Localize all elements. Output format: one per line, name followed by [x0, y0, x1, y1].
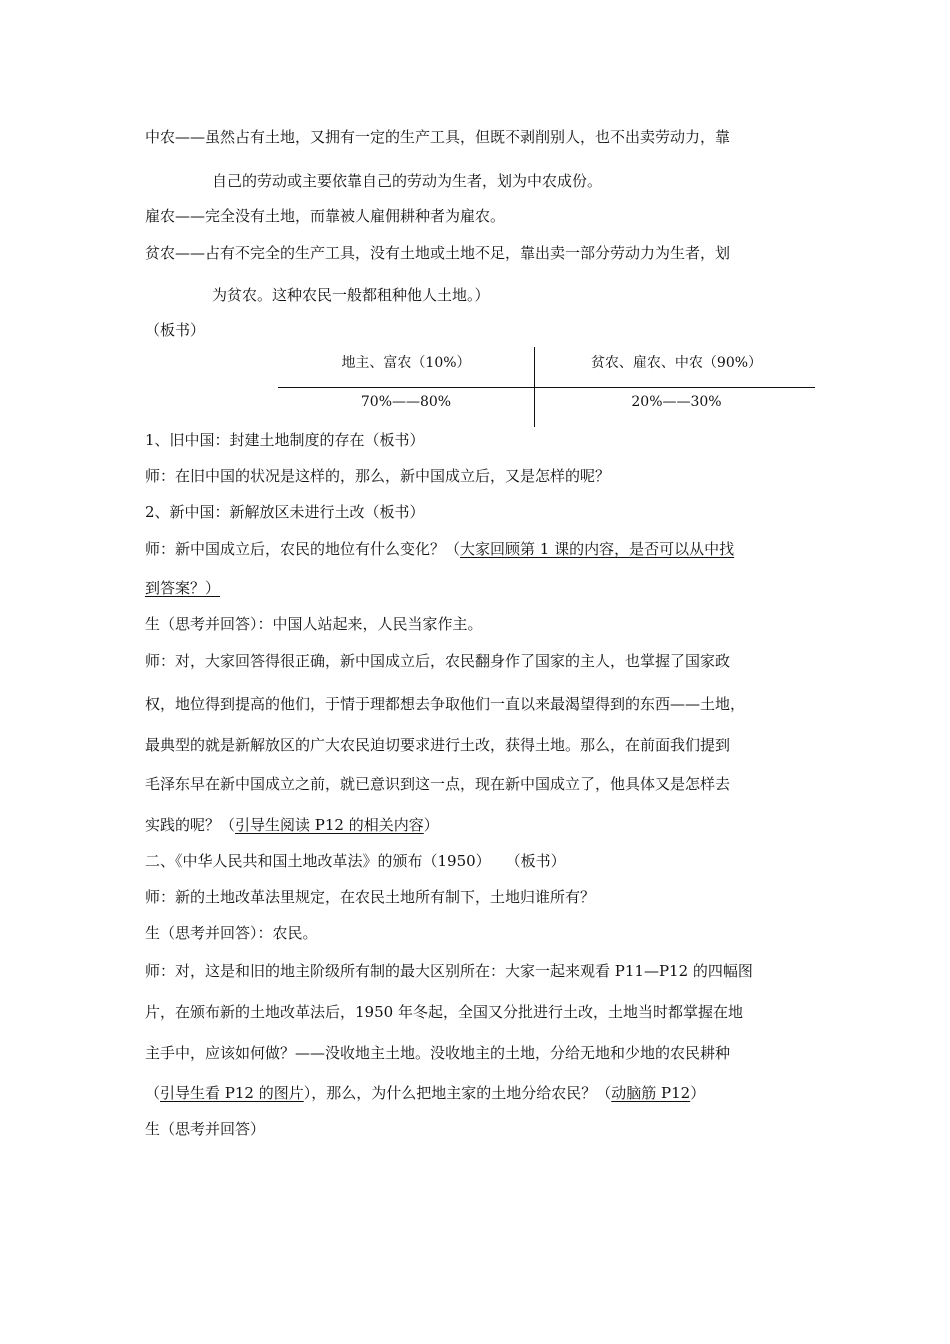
text-line-hired-peasant: 雇农——完全没有土地，而靠被人雇佣耕种者为雇农。 [145, 207, 506, 225]
table-value-landlords: 70%——80% [360, 394, 452, 410]
text-line-student-answer-2: 生（思考并回答）：农民。 [145, 924, 318, 942]
text-segment: ），那么，为什么把地主家的土地分给农民？（ [303, 1084, 612, 1102]
text-line-teacher-para-1: 师：对，大家回答得很正确，新中国成立后，农民翻身作了国家的主人，也掌握了国家政 [145, 652, 731, 670]
text-line-middle-peasant-cont: 自己的劳动或主要依靠自己的劳动为生者，划为中农成份。 [212, 172, 603, 190]
text-line-student-answer-3: 生（思考并回答） [145, 1120, 266, 1138]
text-line-teacher-para-7: 片，在颁布新的土地改革法后，1950 年冬起，全国又分批进行土改，土地当时都掌握在地 [145, 1003, 743, 1021]
underlined-hint-cont: 到答案？） [145, 579, 221, 597]
text-line-teacher-para-2: 权，地位得到提高的他们，于情于理都想去争取他们一直以来最渴望得到的东西——土地， [145, 695, 746, 713]
text-line-teacher-para-6: 师：对，这是和旧的地主阶级所有制的最大区别所在：大家一起来观看 P11—P12 的四幅图 [145, 962, 753, 980]
text-segment: ） [690, 1084, 706, 1102]
text-line-new-china: 2、新中国：新解放区未进行土改（板书） [145, 503, 425, 521]
table-header-peasants: 贫农、雇农、中农（90%） [590, 355, 763, 371]
text-line-board-note: （板书） [145, 321, 206, 339]
text-segment: 实践的呢？（ [145, 816, 236, 834]
text-line-teacher-question-2 [145, 539, 734, 559]
text-line-old-china: 1、旧中国：封建土地制度的存在（板书） [145, 431, 425, 449]
text-line-teacher-para-3: 最典型的就是新解放区的广大农民迫切要求进行土改，获得土地。那么，在前面我们提到 [145, 736, 731, 754]
board-table [278, 347, 818, 427]
text-line-student-answer-1: 生（思考并回答）：中国人站起来，人民当家作主。 [145, 615, 483, 633]
text-line-teacher-question-3: 师：新的土地改革法里规定，在农民土地所有制下，土地归谁所有？ [145, 888, 596, 906]
text-line-teacher-para-4: 毛泽东早在新中国成立之前，就已意识到这一点，现在新中国成立了，他具体又是怎样去 [145, 775, 731, 793]
section-heading-land-reform-law: 二、《中华人民共和国土地改革法》的颁布（1950） （板书） [145, 852, 566, 870]
table-header-landlords: 地主、富农（10%） [341, 355, 471, 371]
table-value-peasants: 20%——30% [631, 394, 722, 410]
underlined-hint: 引导生看 P12 的图片 [160, 1084, 304, 1102]
text-segment: ） [423, 816, 439, 834]
table-horizontal-rule [278, 387, 815, 388]
text-segment: 师：新中国成立后，农民的地位有什么变化？（ [145, 540, 461, 558]
text-line-poor-peasant: 贫农——占有不完全的生产工具，没有土地或土地不足，靠出卖一部分劳动力为生者，划 [145, 244, 731, 262]
text-line-middle-peasant: 中农——虽然占有土地，又拥有一定的生产工具，但既不剥削别人，也不出卖劳动力，靠 [145, 128, 731, 146]
underlined-hint: 动脑筋 P12 [611, 1084, 691, 1102]
text-line-teacher-para-9 [145, 1083, 705, 1103]
text-segment: （ [145, 1084, 161, 1102]
text-line-teacher-question-1: 师：在旧中国的状况是这样的，那么，新中国成立后，又是怎样的呢？ [145, 467, 611, 485]
text-line-poor-peasant-cont: 为贫农。这种农民一般都租种他人土地。） [212, 286, 490, 304]
underlined-hint: 大家回顾第 1 课的内容，是否可以从中找 [460, 540, 735, 558]
underlined-hint: 引导生阅读 P12 的相关内容 [235, 816, 424, 834]
text-line-teacher-para-5 [145, 815, 439, 835]
text-line-teacher-para-8: 主手中，应该如何做？——没收地主土地。没收地主的土地，分给无地和少地的农民耕种 [145, 1044, 731, 1062]
